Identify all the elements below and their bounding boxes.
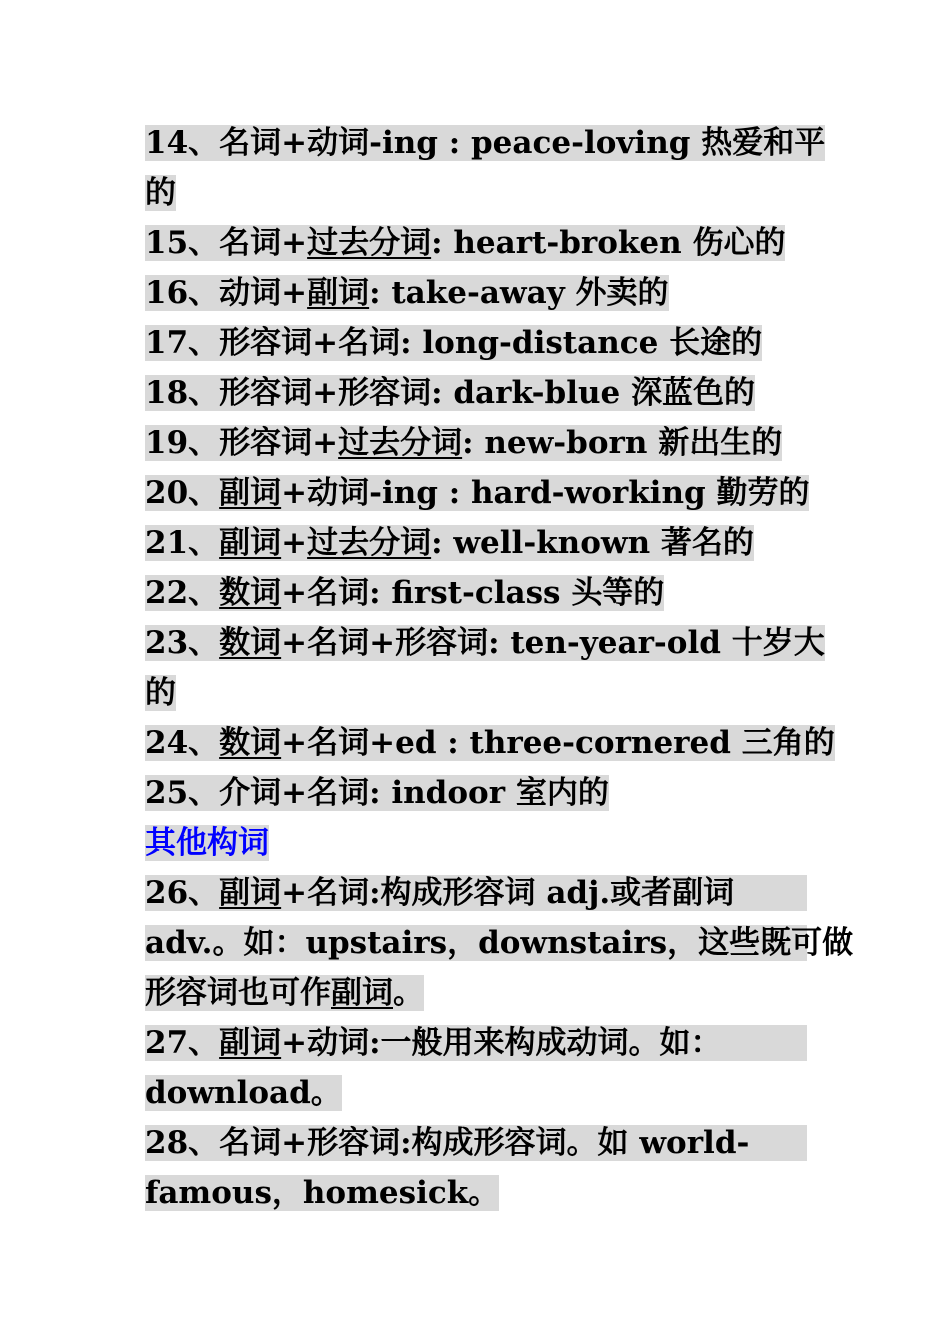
item-27-line-1: 27、副词+动词:一般用来构成动词。如： xyxy=(145,1025,807,1075)
item-14-text: 14、名词+动词-ing : peace-loving 热爱和平 xyxy=(145,125,826,161)
item-22: 22、数词+名词: first-class 头等的 xyxy=(145,575,665,611)
item-19: 19、形容词+过去分词: new-born 新出生的 xyxy=(145,425,783,461)
item-14-line-1 xyxy=(145,125,826,175)
item-25: 25、介词+名词: indoor 室内的 xyxy=(145,775,609,811)
item-23-line-1: 23、数词+名词+形容词: ten-year-old 十岁大 xyxy=(145,625,825,661)
item-16: 16、动词+副词: take-away 外卖的 xyxy=(145,275,669,311)
item-14-line-2: 的 xyxy=(145,175,176,211)
item-27-line-2: download。 xyxy=(145,1075,342,1111)
item-21: 21、副词+过去分词: well-known 著名的 xyxy=(145,525,754,561)
item-28-line-1: 28、名词+形容词:构成形容词。如 world- xyxy=(145,1125,807,1175)
document-page xyxy=(145,125,854,1225)
item-26-line-2: adv.。如：upstairs，downstairs，这些既可做 xyxy=(145,925,854,961)
item-23-line-2: 的 xyxy=(145,675,176,711)
item-24: 24、数词+名词+ed : three-cornered 三角的 xyxy=(145,725,835,761)
item-26-line-3: 形容词也可作副词。 xyxy=(145,975,424,1011)
item-18: 18、形容词+形容词: dark-blue 深蓝色的 xyxy=(145,375,756,411)
item-17: 17、形容词+名词: long-distance 长途的 xyxy=(145,325,763,361)
item-26-line-1: 26、副词+名词:构成形容词 adj.或者副词 xyxy=(145,875,807,925)
section-heading-line xyxy=(145,825,807,875)
item-20: 20、副词+动词-ing : hard-working 勤劳的 xyxy=(145,475,810,511)
item-15: 15、名词+过去分词: heart-broken 伤心的 xyxy=(145,225,786,261)
section-heading: 其他构词 xyxy=(145,825,269,861)
item-28-line-2: famous，homesick。 xyxy=(145,1175,500,1211)
